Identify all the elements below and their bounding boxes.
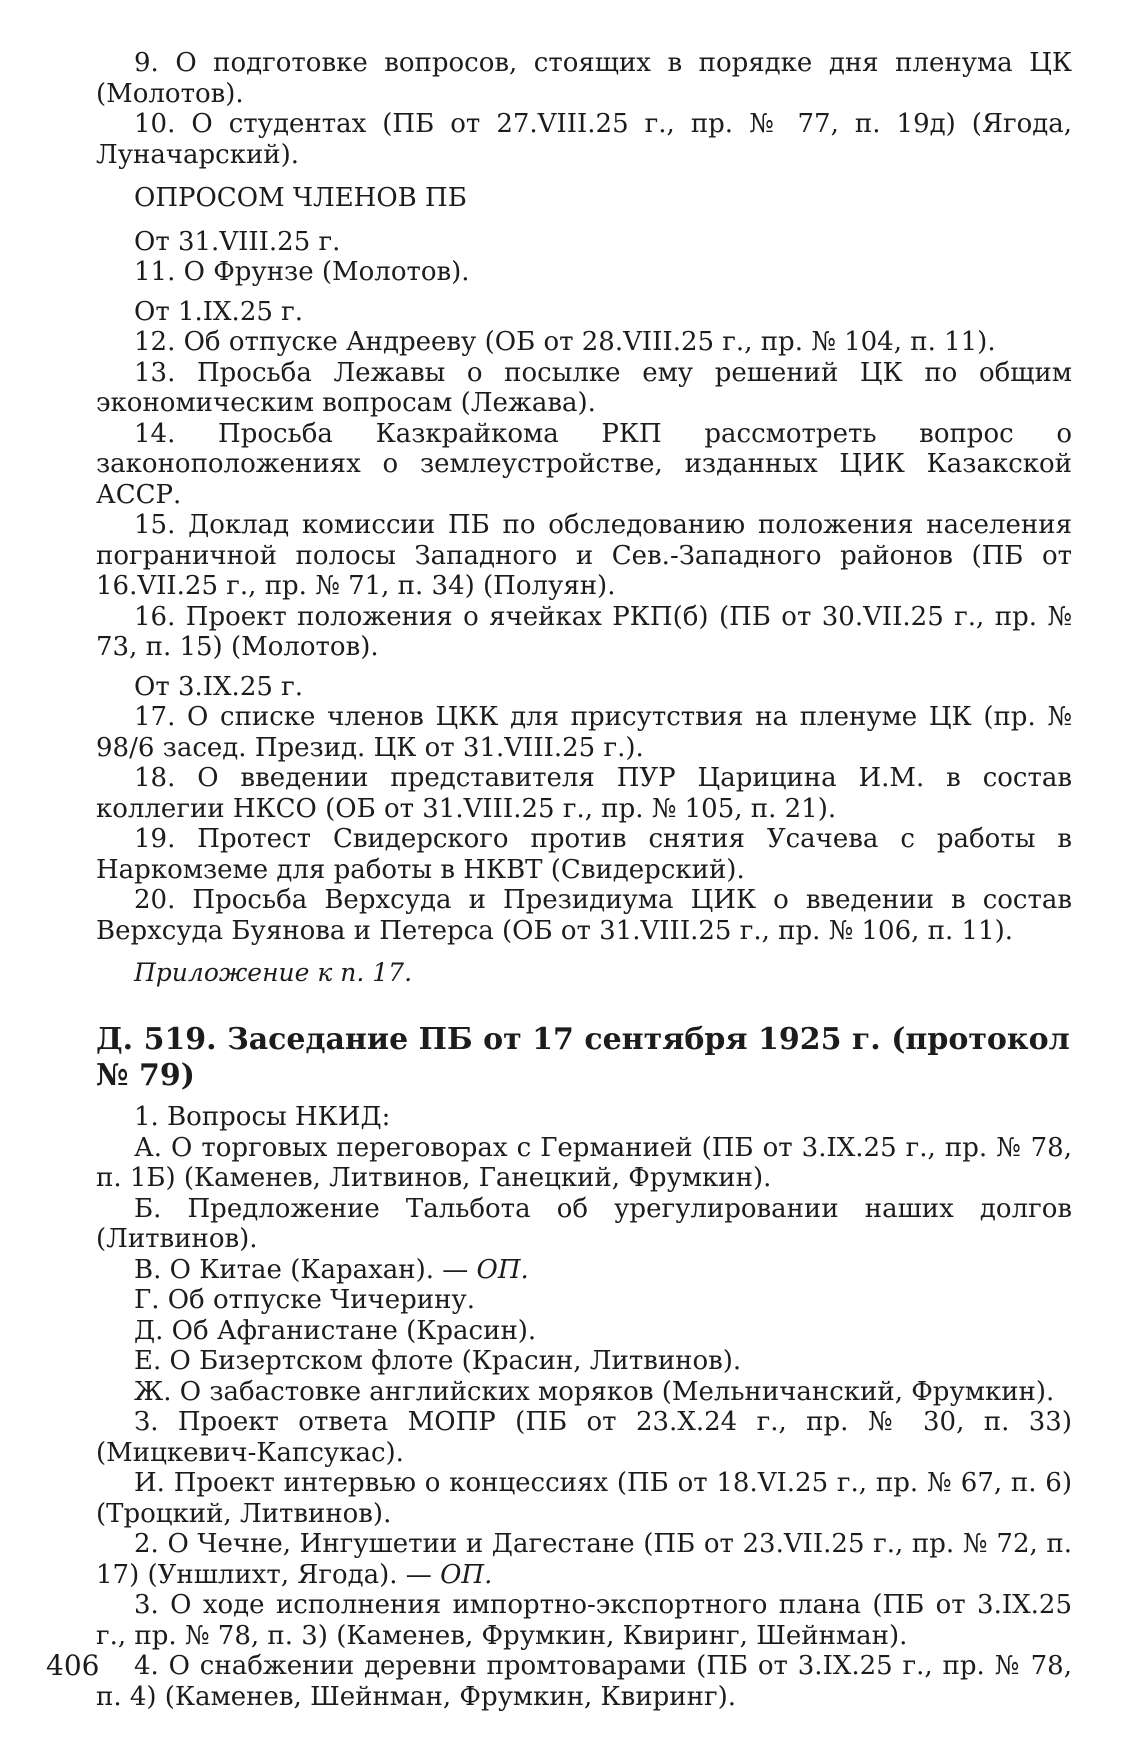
- item-14: 14. Просьба Казкрайкома РКП рассмотреть вопрос о законоположениях о землеустройстве, изданных ЦИК Казакской АССР.: [96, 418, 1072, 510]
- text-column: [96, 48, 1072, 1712]
- item-2-chechnya: [96, 1529, 1072, 1590]
- nkid-item-d: Д. Об Афганистане (Красин).: [134, 1315, 537, 1346]
- item-4-village-supply: 4. О снабжении деревни промтоварами (ПБ от 3.IX.25 г., пр. № 78, п. 4) (Каменев, Шейнман, Фрумкин, Квиринг).: [96, 1651, 1072, 1712]
- appendix-note: Приложение к п. 17.: [134, 958, 413, 987]
- nkid-item-v: [96, 1255, 1072, 1286]
- section-heading: Д. 519. Заседание ПБ от 17 сентября 1925 г. (протокол № 79): [96, 1022, 1070, 1093]
- op-mark: ОП.: [440, 1559, 493, 1590]
- item-18: 18. О введении представителя ПУР Царицина И.М. в состав коллегии НКСО (ОБ от 31.VIII.25 г., пр. № 105, п. 21).: [96, 763, 1072, 824]
- nkid-item-i: И. Проект интервью о концессиях (ПБ от 18.VI.25 г., пр. № 67, п. 6) (Троцкий, Литвинов).: [96, 1468, 1072, 1529]
- item-15: 15. Доклад комиссии ПБ по обследованию положения населения пограничной полосы Западного и Сев.-Западного районов (ПБ от 16.VII.25 г., пр. № 71, п. 34) (Полуян).: [96, 510, 1072, 601]
- survey-heading: ОПРОСОМ ЧЛЕНОВ ПБ: [134, 183, 467, 213]
- item-12: 12. Об отпуске Андрееву (ОБ от 28.VIII.25 г., пр. № 104, п. 11).: [134, 327, 996, 357]
- item-10: 10. О студентах (ПБ от 27.VIII.25 г., пр. № 77, п. 19д) (Ягода, Луначарский).: [96, 109, 1072, 170]
- nkid-title: 1. Вопросы НКИД:: [134, 1102, 391, 1132]
- item-13: 13. Просьба Лежавы о посылке ему решений ЦК по общим экономическим вопросам (Лежава).: [96, 357, 1072, 418]
- date-3-ix: От 3.IX.25 г.: [134, 671, 304, 702]
- item-2-text: 2. О Чечне, Ингушетии и Дагестане (ПБ от 23.VII.25 г., пр. № 72, п. 17) (Уншлихт, Ягода). —: [96, 1529, 1072, 1590]
- item-16: 16. Проект положения о ячейках РКП(б) (ПБ от 30.VII.25 г., пр. № 73, п. 15) (Молотов).: [96, 601, 1072, 662]
- item-20: 20. Просьба Верхсуда и Президиума ЦИК о введении в состав Верхсуда Буянова и Петерса (ОБ от 31.VIII.25 г., пр. № 106, п. 11).: [96, 885, 1072, 946]
- op-mark: ОП.: [476, 1254, 529, 1285]
- date-1-ix: От 1.IX.25 г.: [134, 296, 304, 327]
- page-number: 406: [46, 1649, 100, 1682]
- nkid-item-e: Е. О Бизертском флоте (Красин, Литвинов).: [134, 1346, 742, 1376]
- nkid-item-g: Г. Об отпуске Чичерину.: [134, 1285, 475, 1315]
- nkid-item-b: Б. Предложение Тальбота об урегулировании наших долгов (Литвинов).: [96, 1193, 1072, 1254]
- nkid-item-zh: Ж. О забастовке английских моряков (Мельничанский, Фрумкин).: [134, 1376, 1055, 1407]
- item-3-import-export: 3. О ходе исполнения импортно-экспортного плана (ПБ от 3.IX.25 г., пр. № 78, п. 3) (Каменев, Фрумкин, Квиринг, Шейнман).: [96, 1590, 1072, 1651]
- nkid-item-v-text: В. О Китае (Карахан). —: [134, 1254, 469, 1285]
- date-31-viii: От 31.VIII.25 г.: [134, 226, 341, 257]
- item-11: 11. О Фрунзе (Молотов).: [134, 257, 470, 287]
- item-19: 19. Протест Свидерского против снятия Усачева с работы в Наркомземе для работы в НКВТ (Свидерский).: [96, 824, 1072, 885]
- item-17: 17. О списке членов ЦКК для присутствия на пленуме ЦК (пр. № 98/6 засед. Презид. ЦК от 31.VIII.25 г.).: [96, 702, 1072, 763]
- nkid-item-a: А. О торговых переговорах с Германией (ПБ от 3.IX.25 г., пр. № 78, п. 1Б) (Каменев, Литвинов, Ганецкий, Фрумкин).: [96, 1132, 1072, 1193]
- nkid-item-z: З. Проект ответа МОПР (ПБ от 23.X.24 г., пр. № 30, п. 33) (Мицкевич-Капсукас).: [96, 1407, 1072, 1468]
- item-9: 9. О подготовке вопросов, стоящих в порядке дня пленума ЦК (Молотов).: [96, 48, 1072, 109]
